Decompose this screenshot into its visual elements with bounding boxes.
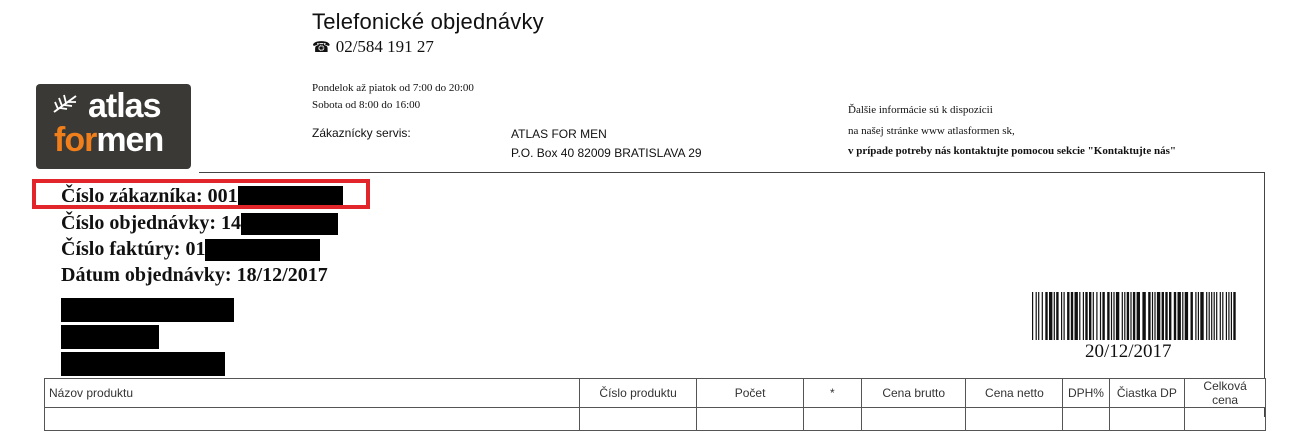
atlas-for-men-logo — [36, 84, 191, 169]
barcode-bar — [1054, 292, 1055, 340]
barcode-bar — [1169, 292, 1171, 340]
frame-top-border — [199, 172, 1265, 173]
barcode-bar — [1209, 292, 1210, 340]
col-header: Cena netto — [966, 379, 1063, 408]
info-line-3: v prípade potreby nás kontaktujte pomocou sekcie "Kontaktujte nás" — [848, 145, 1176, 157]
barcode-bar — [1162, 292, 1164, 340]
hours-saturday: Sobota od 8:00 do 16:00 — [312, 99, 421, 111]
logo-formen: formen — [54, 121, 164, 159]
phone-text: 02/584 191 27 — [335, 37, 434, 56]
customer-number: Číslo zákazníka: 001 — [61, 185, 343, 208]
barcode-bar — [1198, 292, 1199, 340]
barcode-bar — [1042, 292, 1043, 340]
barcode-bar — [1045, 292, 1047, 340]
barcode-bar — [1226, 292, 1227, 340]
barcode-bar — [1211, 292, 1212, 340]
barcode-bar — [1214, 292, 1215, 340]
redacted-address-line — [61, 298, 234, 322]
info-line-2: na našej stránke www atlasformen sk, — [848, 125, 1015, 137]
barcode-bar — [1174, 292, 1176, 340]
barcode-bar — [1231, 292, 1232, 340]
barcode — [1030, 292, 1240, 340]
barcode-bar — [1127, 292, 1129, 340]
barcode-bar — [1206, 292, 1207, 340]
barcode-bar — [1152, 292, 1153, 340]
barcode-bar — [1111, 292, 1112, 340]
customer-service-label: Zákaznícky servis: — [312, 126, 411, 140]
phone-number — [312, 37, 434, 57]
barcode-bar — [1191, 292, 1193, 340]
redaction-bar — [205, 239, 320, 261]
order-date: Dátum objednávky: 18/12/2017 — [61, 264, 328, 286]
customer-service-address: P.O. Box 40 82009 BRATISLAVA 29 — [511, 146, 702, 160]
col-header: * — [803, 379, 861, 408]
barcode-bar — [1122, 292, 1123, 340]
col-header: Celková cena — [1185, 379, 1266, 408]
invoice-number: Číslo faktúry: 01 — [61, 238, 320, 261]
product-table — [44, 378, 1266, 431]
info-line-1: Ďalšie informácie sú k dispozícii — [848, 104, 993, 116]
barcode-bar — [1107, 292, 1109, 340]
col-header: Cena brutto — [862, 379, 966, 408]
barcode-bar — [1038, 292, 1039, 340]
redaction-bar — [241, 213, 338, 235]
customer-number-highlight — [32, 179, 370, 209]
logo-atlas: atlas — [88, 87, 161, 125]
barcode-bar — [1142, 292, 1145, 340]
order-number: Číslo objednávky: 14 — [61, 212, 338, 235]
col-header: DPH% — [1063, 379, 1109, 408]
barcode-bar — [1130, 292, 1131, 340]
barcode-bar — [1032, 292, 1033, 340]
barcode-bar — [1064, 292, 1065, 340]
barcode-bar — [1137, 292, 1140, 340]
col-header: Číslo produktu — [579, 379, 697, 408]
barcode-date: 20/12/2017 — [1085, 341, 1172, 362]
barcode-bar — [1096, 292, 1097, 340]
barcode-bar — [1157, 292, 1160, 340]
barcode-bar — [1228, 292, 1229, 340]
barcode-bar — [1165, 292, 1167, 340]
barcode-bar — [1216, 292, 1217, 340]
barcode-bar — [1233, 292, 1235, 340]
barcode-bar — [1089, 292, 1091, 340]
redacted-address-line — [61, 352, 225, 376]
barcode-bar — [1185, 292, 1188, 340]
barcode-bar — [1113, 292, 1114, 340]
barcode-bar — [1154, 292, 1155, 340]
barcode-bar — [1061, 292, 1062, 340]
barcode-bar — [1200, 292, 1203, 340]
table-header-row — [45, 379, 1266, 408]
barcode-bar — [1100, 292, 1101, 340]
barcode-bar — [1036, 292, 1037, 340]
barcode-bar — [1220, 292, 1221, 340]
barcode-bar — [1182, 292, 1183, 340]
page-title: Telefonické objednávky — [312, 9, 544, 34]
col-header: Názov produktu — [45, 379, 580, 408]
redacted-address-line — [61, 325, 159, 349]
barcode-bar — [1222, 292, 1223, 340]
barcode-bar — [1148, 292, 1150, 340]
barcode-bar — [1133, 292, 1135, 340]
barcode-bar — [1178, 292, 1181, 340]
barcode-bar — [1083, 292, 1084, 340]
barcode-bar — [1067, 292, 1069, 340]
telephone-icon: ☎ — [312, 40, 331, 56]
hours-weekday: Pondelok až piatok od 7:00 do 20:00 — [312, 82, 474, 94]
barcode-bar — [1116, 292, 1119, 340]
customer-service-name: ATLAS FOR MEN — [511, 127, 607, 141]
barcode-bar — [1056, 292, 1058, 340]
barcode-bar — [1079, 292, 1080, 340]
leaf-icon — [50, 92, 80, 116]
barcode-bar — [1195, 292, 1196, 340]
barcode-bar — [1075, 292, 1078, 340]
barcode-bar — [1102, 292, 1104, 340]
barcode-bar — [1085, 292, 1087, 340]
barcode-bar — [1093, 292, 1094, 340]
table-row — [45, 408, 1266, 431]
col-header: Počet — [697, 379, 803, 408]
barcode-bar — [1124, 292, 1125, 340]
barcode-bar — [1071, 292, 1073, 340]
barcode-bar — [1049, 292, 1052, 340]
col-header: Čiastka DP — [1109, 379, 1185, 408]
